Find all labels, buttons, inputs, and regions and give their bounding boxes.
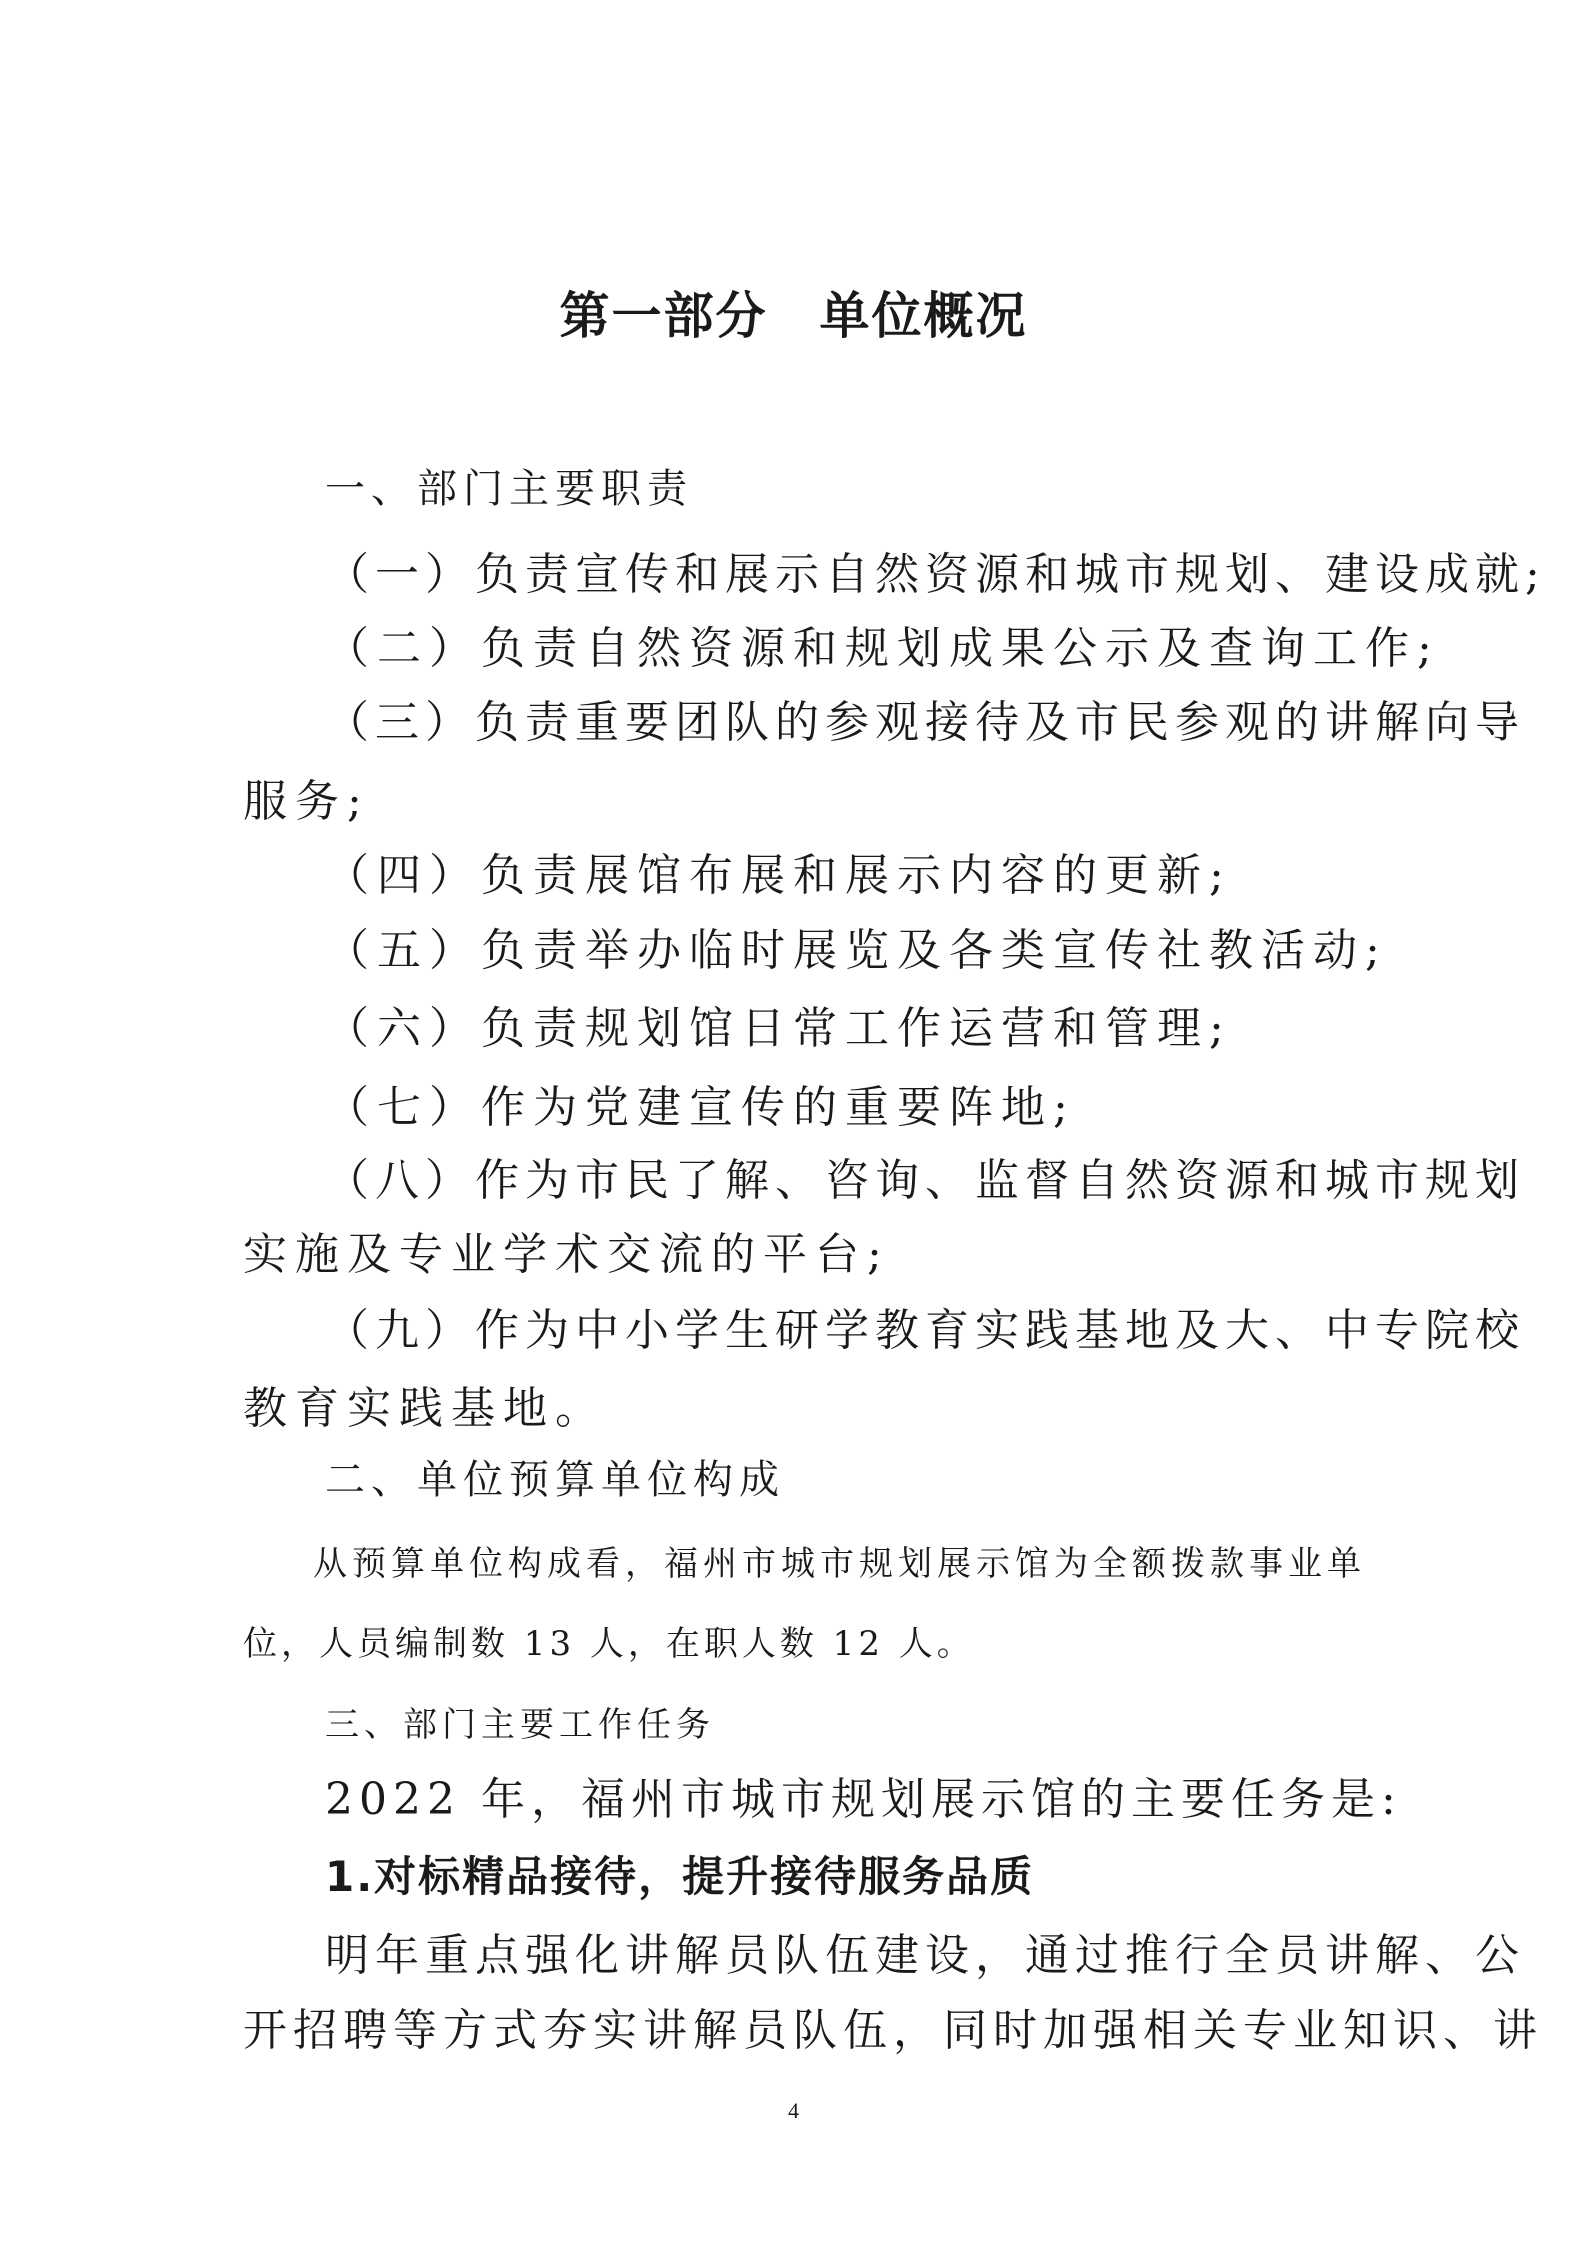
duty-item-1: （一）负责宣传和展示自然资源和城市规划、建设成就; bbox=[325, 549, 1546, 600]
duty-item-8: （八）作为市民了解、咨询、监督自然资源和城市规划 bbox=[325, 1155, 1525, 1206]
budget-units-line-2: 位，人员编制数 13 人，在职人数 12 人。 bbox=[243, 1624, 975, 1664]
page-title: 第一部分 单位概况 bbox=[559, 287, 1028, 345]
tasks-intro: 2022 年，福州市城市规划展示馆的主要任务是: bbox=[325, 1774, 1402, 1825]
duty-item-2: （二）负责自然资源和规划成果公示及查询工作; bbox=[325, 623, 1440, 674]
task-subheading-1: 1.对标精品接待，提升接待服务品质 bbox=[325, 1852, 1035, 1901]
page-number: 4 bbox=[788, 2098, 799, 2123]
duty-item-3: （三）负责重要团队的参观接待及市民参观的讲解向导 bbox=[325, 697, 1525, 748]
duty-item-8-cont: 实施及专业学术交流的平台; bbox=[243, 1229, 890, 1280]
budget-units-line-1: 从预算单位构成看，福州市城市规划展示馆为全额拨款事业单 bbox=[313, 1544, 1366, 1584]
duty-item-3-cont: 服务; bbox=[243, 776, 370, 827]
section-heading-tasks: 三、部门主要工作任务 bbox=[325, 1705, 715, 1745]
duty-item-6: （六）负责规划馆日常工作运营和管理; bbox=[325, 1003, 1232, 1054]
duty-item-9: （九）作为中小学生研学教育实践基地及大、中专院校 bbox=[325, 1305, 1525, 1356]
duty-item-5: （五）负责举办临时展览及各类宣传社教活动; bbox=[325, 925, 1388, 976]
section-heading-budget-units: 二、单位预算单位构成 bbox=[325, 1457, 785, 1503]
duty-item-4: （四）负责展馆布展和展示内容的更新; bbox=[325, 850, 1232, 901]
duty-item-9-cont: 教育实践基地。 bbox=[243, 1383, 607, 1434]
duty-item-7: （七）作为党建宣传的重要阵地; bbox=[325, 1082, 1076, 1133]
task-1-line-2: 开招聘等方式夯实讲解员队伍，同时加强相关专业知识、讲 bbox=[243, 2005, 1543, 2056]
task-1-line-1: 明年重点强化讲解员队伍建设，通过推行全员讲解、公 bbox=[325, 1930, 1525, 1981]
section-heading-duties: 一、部门主要职责 bbox=[325, 466, 693, 512]
